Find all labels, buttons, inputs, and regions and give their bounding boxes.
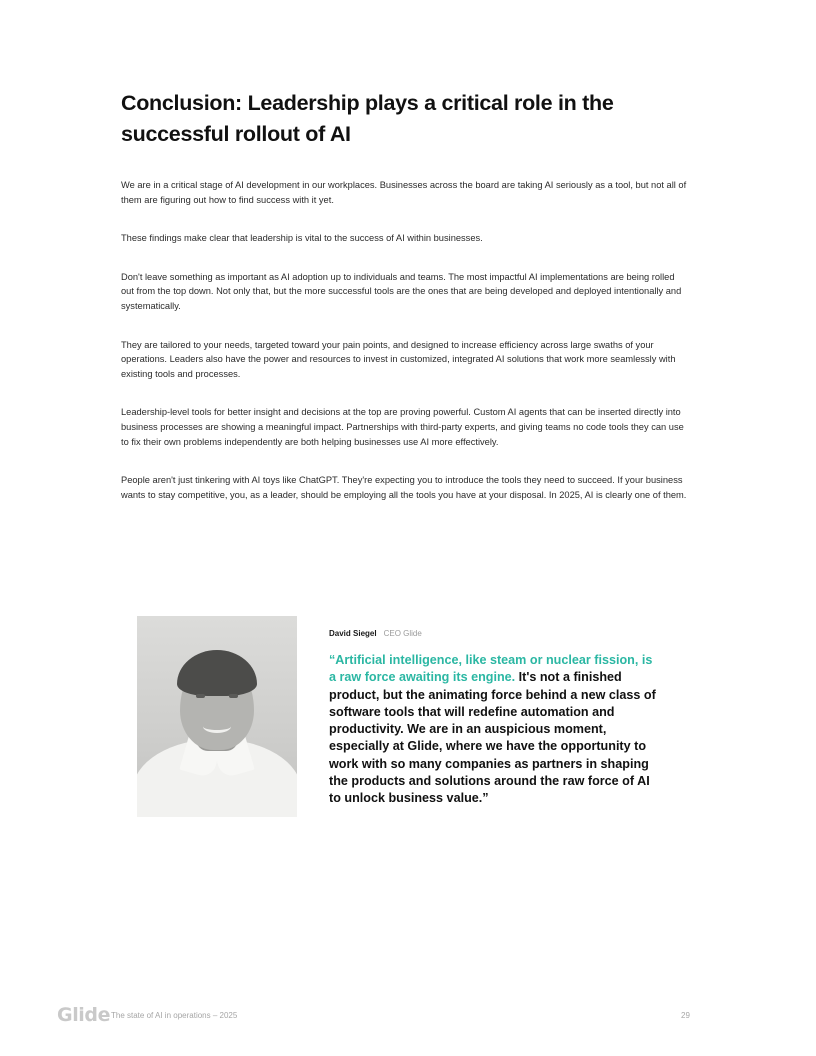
page-number: 29	[681, 1011, 690, 1020]
portrait-photo	[137, 616, 297, 817]
body-paragraph: They are tailored to your needs, targeted toward your pain points, and designed to increase efficiency across large swaths of your operations. Leaders also have the power and resources to invest in customized, integrated AI solutions that work more seamlessly with existing tools and processes.	[121, 339, 676, 379]
article-content	[121, 88, 687, 502]
body-paragraph: We are in a critical stage of AI development in our workplaces. Businesses across the board are taking AI seriously as a tool, but not all of them are figuring out how to find success with it yet.	[121, 180, 687, 205]
quote-byline	[329, 629, 659, 638]
quote-body: It's not a finished product, but the animating force behind a new class of software tools that will redefine automation and productivity. We are in an auspicious moment, especially at Glide, where we have the opportunity to work with so many companies as partners in shaping the products and solutions around the raw force of AI to unlock business value.”	[329, 670, 656, 806]
page-title: Conclusion: Leadership plays a critical role in the successful rollout of AI	[121, 91, 614, 146]
body-paragraph: These findings make clear that leadership is vital to the success of AI within businesses.	[121, 233, 483, 244]
quote-highlight: “Artificial intelligence, like steam or nuclear fission, is a raw force awaiting its engine.	[329, 653, 653, 685]
page-footer	[0, 1004, 816, 1028]
body-paragraph: Don't leave something as important as AI adoption up to individuals and teams. The most impactful AI implementations are being rolled out from the top down. Not only that, but the more successful tools are the ones that are being developed and deployed intentionally and systematically.	[121, 271, 682, 311]
glide-logo: Glide	[57, 1004, 111, 1026]
body-paragraph: Leadership-level tools for better insight and decisions at the top are proving powerful. Custom AI agents that can be inserted directly into business processes are showing a meaningful impact. Partnerships with third-party experts, and giving teams no code tools they can use to fix their own problems independently are both helping businesses use AI more effectively.	[121, 407, 684, 447]
body-paragraph: People aren't just tinkering with AI toys like ChatGPT. They're expecting you to introduce the tools they need to succeed. If your business wants to stay competitive, you, as a leader, should be employing all the tools you have at your disposal. In 2025, AI is clearly one of them.	[121, 475, 687, 500]
quote-text	[329, 652, 659, 808]
author-name: David Siegel	[329, 629, 377, 638]
pull-quote-block	[137, 616, 687, 817]
quote-text-column	[329, 616, 659, 808]
footer-caption: The state of AI in operations – 2025	[111, 1011, 238, 1020]
author-role: CEO Glide	[383, 629, 422, 638]
